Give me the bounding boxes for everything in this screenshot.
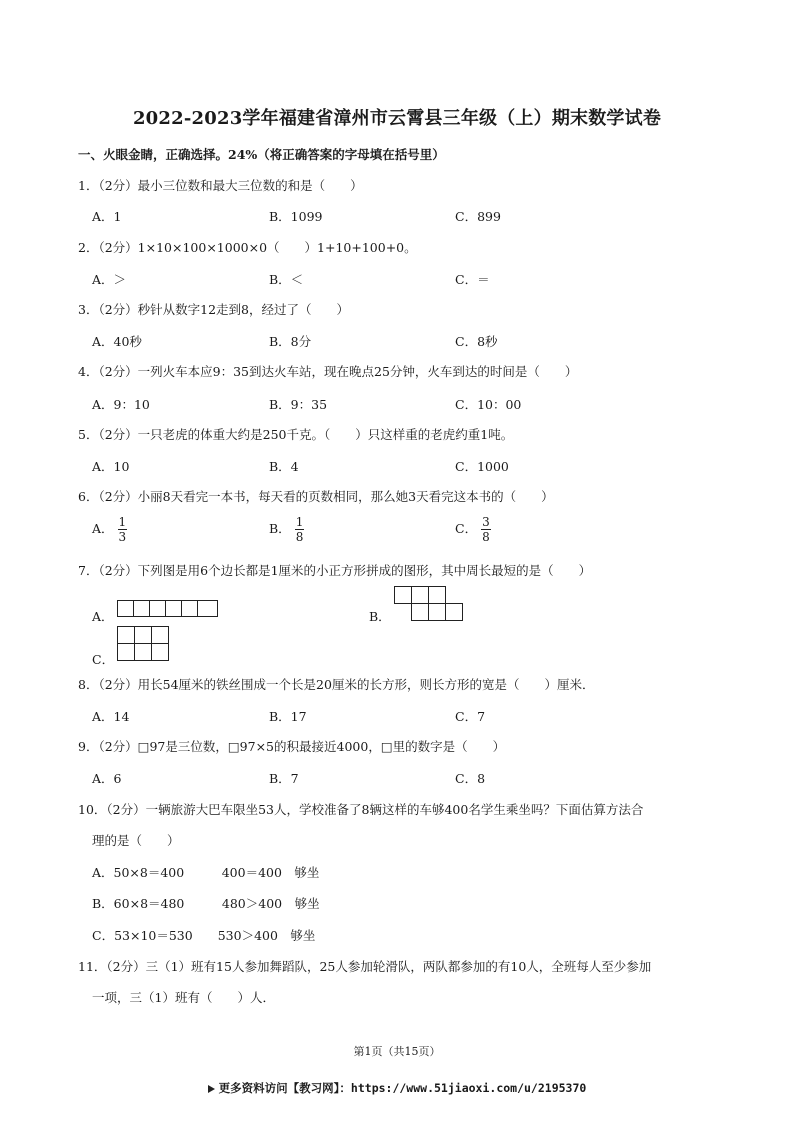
q1-option-a: A．1 (92, 209, 122, 224)
grid-cell (428, 586, 446, 604)
grid-cell (150, 601, 166, 617)
question-10-continued: 理的是（ ） (92, 833, 180, 848)
grid-cell (445, 603, 463, 621)
q4-option-a: A．9：10 (92, 397, 150, 412)
grid-cell (118, 601, 134, 617)
q6-option-c (455, 515, 491, 544)
q6-option-a (92, 515, 127, 544)
q3-option-b: B．8分 (269, 334, 312, 349)
fraction-numerator: 1 (118, 515, 127, 529)
question-1: 1．（2分）最小三位数和最大三位数的和是（ ） (78, 178, 363, 193)
q10-option-c: C．53×10＝530 530＞400 够坐 (92, 928, 316, 943)
q7-option-c: C． (92, 652, 115, 667)
q9-option-b: B．7 (269, 771, 299, 786)
question-11-continued: 一项，三（1）班有（ ）人． (92, 990, 275, 1005)
q4-option-b: B．9：35 (269, 397, 328, 412)
fraction-denominator: 8 (295, 530, 304, 544)
q8-option-b: B．17 (269, 709, 307, 724)
question-10: 10．（2分）一辆旅游大巴车限坐53人，学校准备了8辆这样的车够400名学生乘坐吗？下面估算方法合 (78, 802, 644, 817)
q10-option-a: A．50×8＝400 400＝400 够坐 (92, 865, 320, 880)
q1-option-b: B．1099 (269, 209, 323, 224)
q6-option-b (269, 515, 304, 544)
q10-option-b: B．60×8＝480 480＞400 够坐 (92, 896, 320, 911)
q8-option-a: A．14 (92, 709, 130, 724)
page-number: 第1页（共15页） (353, 1045, 441, 1058)
section-heading: 一、火眼金睛，正确选择。24%（将正确答案的字母填在括号里） (78, 147, 445, 162)
question-8: 8．（2分）用长54厘米的铁丝围成一个长是20厘米的长方形，则长方形的宽是（ ）厘米． (78, 677, 595, 692)
q5-option-b: B．4 (269, 459, 299, 474)
grid-cell (411, 603, 429, 621)
flag-icon (208, 1085, 215, 1093)
q2-option-c: C．＝ (455, 272, 490, 287)
q5-option-a: A．10 (92, 459, 130, 474)
fraction-denominator: 3 (118, 530, 127, 544)
q9-option-a: A．6 (92, 771, 122, 786)
q4-option-c: C．10：00 (455, 397, 522, 412)
fraction-numerator: 3 (482, 515, 490, 529)
q3-option-c: C．8秒 (455, 334, 498, 349)
grid-cell (394, 586, 412, 604)
grid-cell (117, 643, 135, 661)
fraction (481, 515, 491, 544)
shape-b-grid (394, 586, 462, 622)
q6-option-c-label: C． (455, 521, 478, 536)
q6-option-b-label: B． (269, 521, 291, 536)
resource-link[interactable] (0, 1080, 794, 1096)
page-title: 2022-2023学年福建省漳州市云霄县三年级（上）期末数学试卷 (132, 108, 662, 129)
grid-cell (166, 601, 182, 617)
q9-option-c: C．8 (455, 771, 486, 786)
fraction-numerator: 1 (295, 515, 304, 529)
fraction (295, 515, 305, 544)
question-4: 4．（2分）一列火车本应9：35到达火车站，现在晚点25分钟，火车到达的时间是（ ） (78, 364, 578, 379)
q2-option-a: A．＞ (92, 272, 127, 287)
question-6: 6．（2分）小丽8天看完一本书，每天看的页数相同，那么她3天看完这本书的（ ） (78, 489, 554, 504)
q7-option-b: B． (369, 609, 391, 624)
question-11: 11．（2分）三（1）班有15人参加舞蹈队，25人参加轮滑队，两队都参加的有10人，全班每人至少参加 (78, 959, 652, 974)
q7-option-a: A． (92, 609, 114, 624)
q5-option-c: C．1000 (455, 459, 509, 474)
grid-cell (182, 601, 198, 617)
grid-cell (428, 603, 446, 621)
grid-cell (134, 601, 150, 617)
q1-option-c: C．899 (455, 209, 501, 224)
grid-cell (151, 626, 169, 644)
q6-option-a-label: A． (92, 521, 114, 536)
shape-c-grid (117, 626, 169, 662)
question-3: 3．（2分）秒针从数字12走到8，经过了（ ） (78, 302, 350, 317)
grid-cell (411, 586, 429, 604)
grid-cell (117, 626, 135, 644)
fraction (118, 515, 128, 544)
q2-option-b: B．＜ (269, 272, 304, 287)
grid-cell (134, 643, 152, 661)
grid-cell (134, 626, 152, 644)
question-7: 7．（2分）下列图是用6个边长都是1厘米的小正方形拼成的图形，其中周长最短的是（ ） (78, 563, 592, 578)
question-9: 9．（2分）□97是三位数，□97×5的积最接近4000，□里的数字是（ ） (78, 739, 506, 754)
question-5: 5．（2分）一只老虎的体重大约是250千克。（ ）只这样重的老虎约重1吨。 (78, 427, 514, 442)
grid-cell (198, 601, 218, 617)
fraction-denominator: 8 (482, 530, 490, 544)
q8-option-c: C．7 (455, 709, 486, 724)
resource-link-text[interactable]: 更多资料访问【教习网】：https://www.51jiaoxi.com/u/2195370 (218, 1081, 587, 1095)
shape-a-grid (117, 600, 218, 617)
q3-option-a: A．40秒 (92, 334, 142, 349)
question-2: 2．（2分）1×10×100×1000×0（ ）1+10+100+0。 (78, 240, 417, 255)
grid-cell (151, 643, 169, 661)
